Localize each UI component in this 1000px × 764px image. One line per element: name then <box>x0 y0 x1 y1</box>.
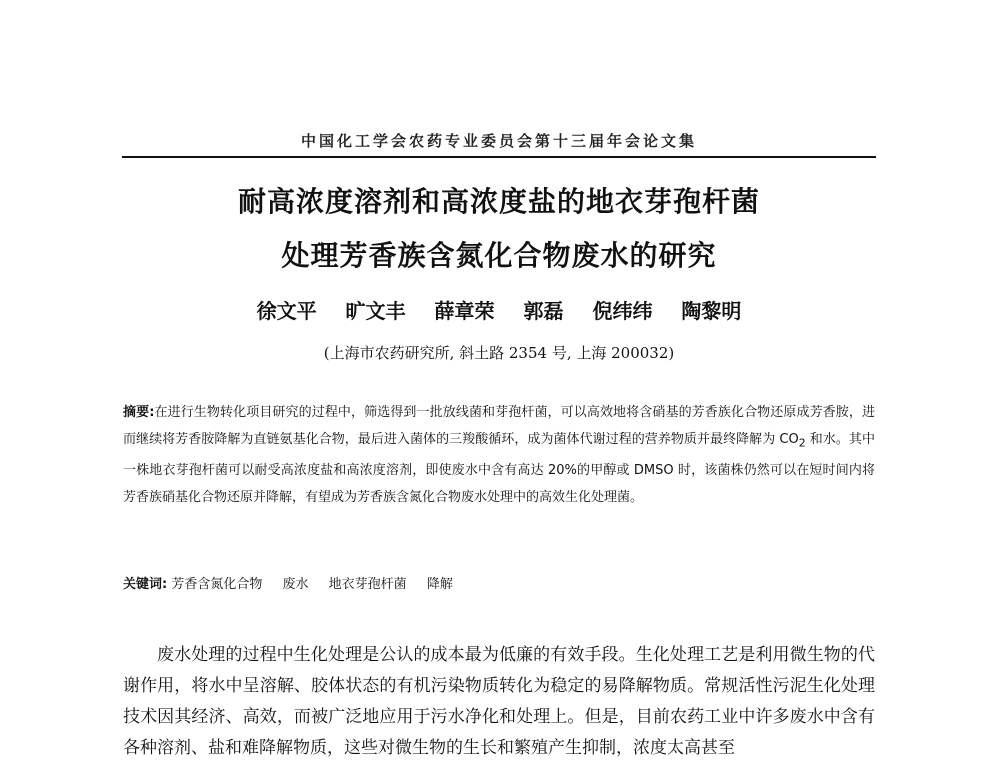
author-list <box>122 295 876 324</box>
author: 郭磊 <box>523 299 564 323</box>
keywords-label: 关键词: <box>123 577 168 592</box>
author: 旷文丰 <box>345 299 406 323</box>
keyword: 废水 <box>282 577 309 592</box>
keyword: 芳香含氮化合物 <box>171 577 263 592</box>
body-paragraph: 废水处理的过程中生化处理是公认的成本最为低廉的有效手段。生化处理工艺是利用微生物的代谢作用，将水中呈溶解、胶体状态的有机污染物质转化为稳定的易降解物质。常规活性污泥生化处理技术因其经济、高效，而被广泛地应用于污水净化和处理上。但是，目前农药工业中许多废水中含有各种溶剂、盐和难降解物质，这些对微生物的生长和繁殖产生抑制，浓度太高甚至 <box>123 645 875 758</box>
abstract-subscript: 2 <box>798 436 806 450</box>
running-header: 中国化工学会农药专业委员会第十三届年会论文集 <box>300 132 697 150</box>
abstract-text-part1: 在进行生物转化项目研究的过程中，筛选得到一批放线菌和芽孢杆菌，可以高效地将含硝基的芳香族化合物还原成芳香胺，进而继续将芳香胺降解为直链氨基化合物，最后进入菌体的三羧酸循环，成为菌体代谢过程的营养物质并最终降解为 CO <box>123 405 875 447</box>
title-line-2: 处理芳香族含氮化合物废水的研究 <box>281 239 717 272</box>
abstract <box>123 399 875 511</box>
header-rule <box>122 156 876 158</box>
affiliation: (上海市农药研究所, 斜土路 2354 号, 上海 200032) <box>323 344 675 362</box>
author: 倪纬纬 <box>592 299 653 323</box>
title-line-1: 耐高浓度溶剂和高浓度盐的地衣芽孢杆菌 <box>237 185 760 218</box>
author: 徐文平 <box>256 299 317 323</box>
author: 陶黎明 <box>681 299 742 323</box>
keyword: 地衣芽孢杆菌 <box>328 577 407 592</box>
abstract-text-part2: 和水。其中一株地衣芽孢杆菌可以耐受高浓度盐和高浓度溶剂，即使废水中含有高达 20%的甲醇或 DMSO 时，该菌株仍然可以在短时间内将芳香族硝基化合物还原并降解，有望成为芳香族含氮化合物废水处理中的高效生化处理菌。 <box>123 432 875 505</box>
keywords <box>123 573 875 592</box>
author: 薛章荣 <box>434 299 495 323</box>
keyword: 降解 <box>426 577 453 592</box>
abstract-label: 摘要: <box>123 405 155 420</box>
